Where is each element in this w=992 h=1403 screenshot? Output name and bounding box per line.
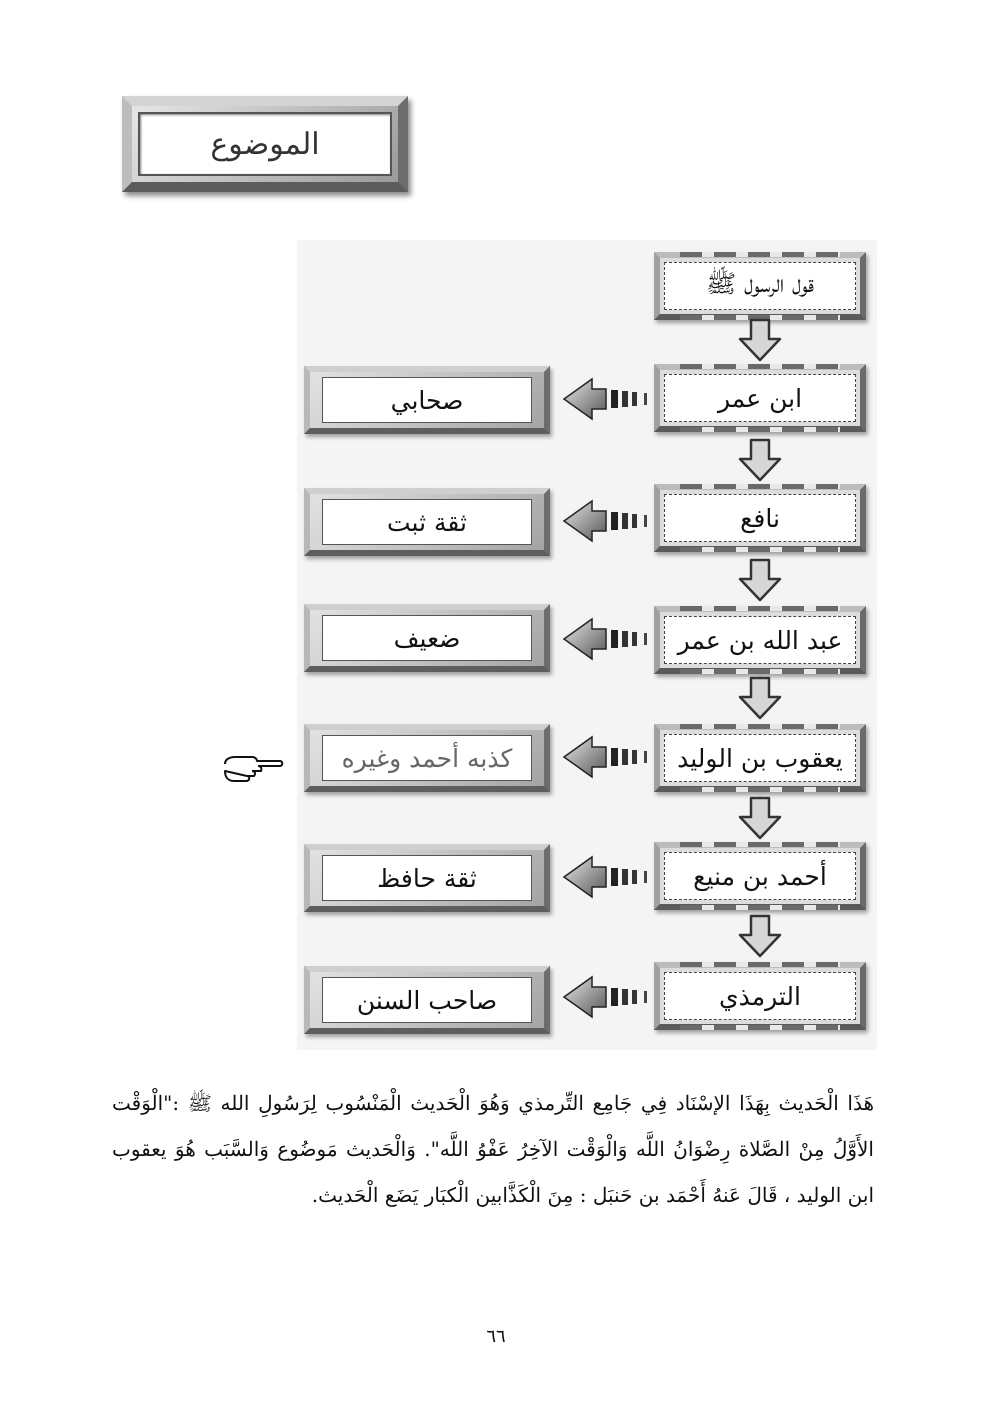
grade-box-thiqa-hafiz [304,844,550,912]
grade-box-sahabi [304,366,550,434]
pointing-hand-icon [222,752,284,786]
down-arrow-icon [738,318,782,362]
narrator-label: أحمد بن منيع [693,861,827,891]
narrator-box-prophet [654,252,866,320]
left-arrow-icon [562,616,654,662]
grade-box-sahib-sunan [304,966,550,1034]
narrator-box-ibn-umar [654,364,866,432]
down-arrow-icon [738,676,782,720]
narrator-label: الترمذي [719,981,801,1011]
narrator-label: عبد الله بن عمر [677,625,843,655]
down-arrow-icon [738,438,782,482]
left-arrow-icon [562,498,654,544]
down-arrow-icon [738,558,782,602]
narrator-box-tirmidhi [654,962,866,1030]
left-arrow-icon [562,974,654,1020]
explanation-paragraph: هَذَا الْحَديث بِهَذَا الإسْنَاد فِي جَامِع التِّرمذي وَهُوَ الْحَديث الْمَنْسُوب لِرَسُولِ الله ﷺ :"الْوَقْت الأَوَّلُ مِنْ الصَّلاة رِضْوَانُ اللَّه وَالْوَقْت الآخِرُ عَفْوُ اللَّه". وَالْحَديث مَوضُوع وَالسَّبَب هُوَ يعقوب ابن الوليد ، قَالَ عَنهُ أَحْمَد بن حَنبَل : مِنَ الْكَذَّابين الْكبَار يَضَع الْحَديث. [112,1091,874,1207]
title-box [122,96,408,192]
grade-label: ثقة حافظ [377,863,477,893]
narrator-label: يعقوب بن الوليد [677,743,843,773]
grade-label: ثقة ثبت [387,507,468,537]
grade-box-daif [304,604,550,672]
grade-label: صحابي [390,385,464,415]
narrator-label: قول الرسول ﷺ [705,268,815,298]
narrator-label: ابن عمر [717,383,803,413]
page-title: الموضوع [210,126,320,162]
narrator-box-yaqub-bin-walid [654,724,866,792]
grade-box-liar [304,724,550,792]
grade-label: ضعيف [393,623,461,653]
left-arrow-icon [562,376,654,422]
narrator-box-ahmad-bin-mani [654,842,866,910]
down-arrow-icon [738,796,782,840]
grade-box-thiqa-thabt [304,488,550,556]
grade-label: صاحب السنن [356,985,498,1015]
left-arrow-icon [562,854,654,900]
page-number: ٦٦ [486,1326,506,1347]
title-box-inner [138,112,392,176]
grade-label: كذبه أحمد وغيره [341,743,513,773]
narrator-box-nafi [654,484,866,552]
down-arrow-icon [738,914,782,958]
left-arrow-icon [562,734,654,780]
narrator-box-abdullah-bin-umar [654,606,866,674]
narrator-label: نافع [740,503,780,533]
